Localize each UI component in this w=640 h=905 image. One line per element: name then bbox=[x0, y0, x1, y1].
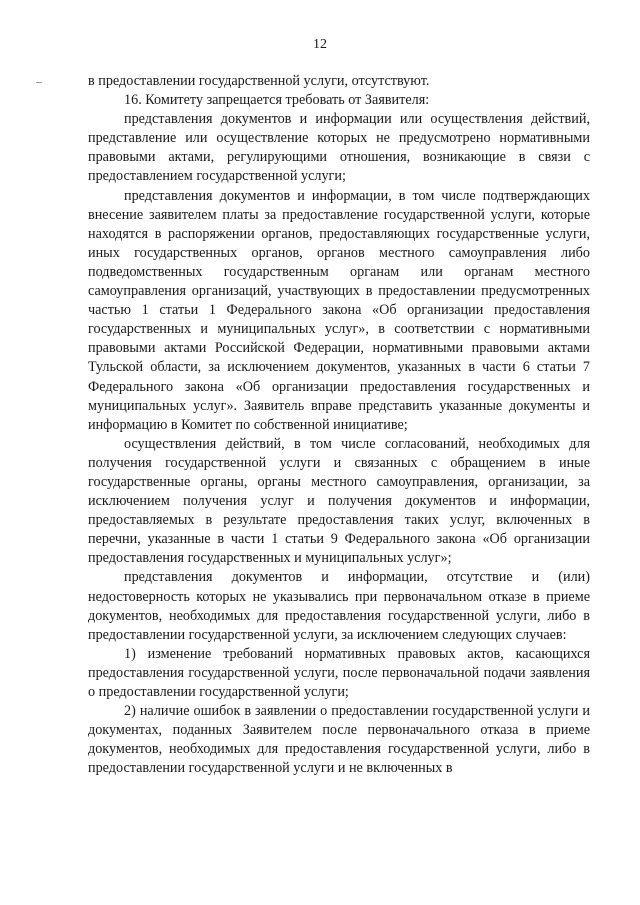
document-body bbox=[88, 72, 590, 778]
page-number: 12 bbox=[313, 37, 327, 52]
margin-mark bbox=[36, 82, 42, 83]
paragraph-1: в предоставлении государственной услуги, отсутствуют. bbox=[88, 73, 430, 89]
paragraph-2: 16. Комитету запрещается требовать от Заявителя: bbox=[124, 92, 430, 109]
paragraph-3: представления документов и информации или осуществления действий, представление или осуществление которых не предусмотрено нормативными правовыми актами, регулирующими отношения, возникающие в связи с предоставлением государственной услуги; bbox=[88, 111, 590, 185]
paragraph-7: 1) изменение требований нормативных правовых актов, касающихся предоставления государственной услуги, после первоначальной подачи заявления о предоставлении государственной услуги; bbox=[88, 645, 590, 700]
paragraph-8: 2) наличие ошибок в заявлении о предоставлении государственной услуги и документах, поданных Заявителем после первоначального отказа в приеме документов, необходимых для предоставления государственной услуги, либо в предоставлении государственной услуги и не включенных в bbox=[88, 703, 590, 777]
paragraph-4: представления документов и информации, в том числе подтверждающих внесение заявителем платы за предоставление государственной услуги, которые находятся в распоряжении органов, предоставляющих государственные услуги, иных государственных органов, органов местного самоуправления либо подведомственных государственным органам или органам местного самоуправления организаций, участвующих в предоставлении предусмотренных частью 1 статьи 1 Федерального закона «Об организации предоставления государственных и муниципальных услуг», в соответствии с нормативными правовыми актами Российской Федерации, нормативными правовыми актами Тульской области, за исключением документов, указанных в части 6 статьи 7 Федерального закона «Об организации предоставления государственных и муниципальных услуг». Заявитель вправе представить указанные документы и информацию в Комитет по собственной инициативе; bbox=[88, 187, 590, 433]
paragraph-5: осуществления действий, в том числе согласований, необходимых для получения государственной услуги и связанных с обращением в иные государственные органы, органы местного самоуправления, организации, за исключением получения услуг и получения документов и информации, предоставляемых в результате предоставления таких услуг, включенных в перечни, указанные в части 1 статьи 9 Федерального закона «Об организации предоставления государственных и муниципальных услуг»; bbox=[88, 435, 590, 567]
paragraph-6: представления документов и информации, отсутствие и (или) недостоверность которых не указывались при первоначальном отказе в приеме документов, необходимых для предоставления государственной услуги, либо в предоставлении государственной услуги, за исключением следующих случаев: bbox=[88, 569, 590, 643]
